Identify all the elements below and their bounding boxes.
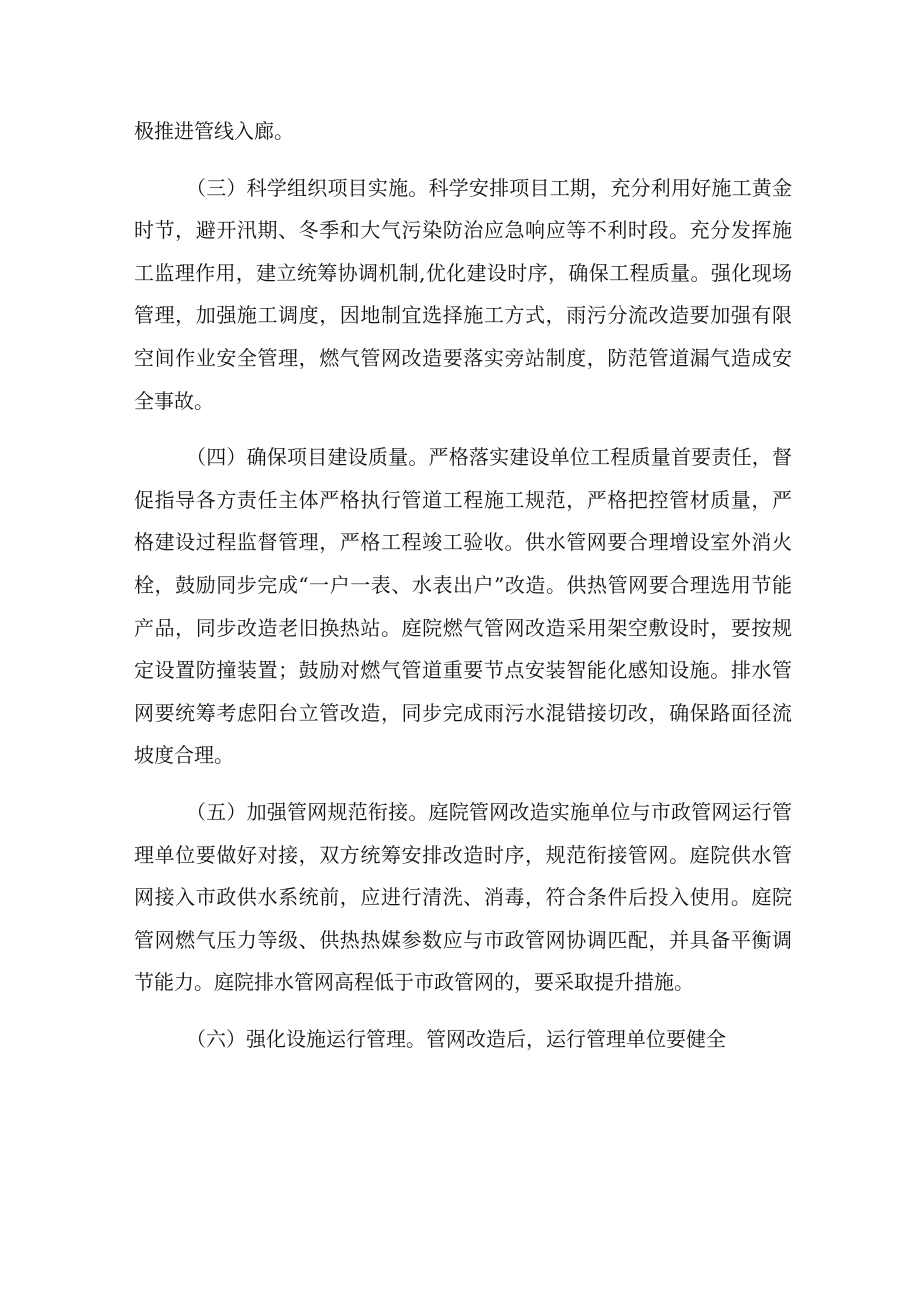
paragraph-section-5: （五）加强管网规范衔接。庭院管网改造实施单位与市政管网运行管理单位要做好对接，双方统筹安排改造时序，规范衔接管网。庭院供水管网接入市政供水系统前，应进行清洗、消毒，符合条件后投入使用。庭院管网燃气压力等级、供热热媒参数应与市政管网协调匹配，并具备平衡调节能力。庭院排水管网高程低于市政管网的，要采取提升措施。 bbox=[134, 799, 792, 995]
document-body bbox=[134, 110, 792, 1060]
paragraph-continuation: 极推进管线入廊。 bbox=[134, 119, 294, 143]
paragraph-section-6: （六）强化设施运行管理。管网改造后，运行管理单位要健全 bbox=[186, 1026, 726, 1051]
paragraph-section-3: （三）科学组织项目实施。科学安排项目工期，充分利用好施工黄金时节，避开汛期、冬季和大气污染防治应急响应等不利时段。充分发挥施工监理作用，建立统筹协调机制,优化建设时序，确保工程质量。强化现场管理，加强施工调度，因地制宜选择施工方式，雨污分流改造要加强有限空间作业安全管理，燃气管网改造要落实旁站制度，防范管道漏气造成安全事故。 bbox=[134, 175, 792, 413]
paragraph-section-4: （四）确保项目建设质量。严格落实建设单位工程质量首要责任，督促指导各方责任主体严格执行管道工程施工规范，严格把控管材质量，严格建设过程监督管理，严格工程竣工验收。供水管网要合理增设室外消火栓，鼓励同步完成“一户一表、水表出户”改造。供热管网要合理选用节能产品，同步改造老旧换热站。庭院燃气管网改造采用架空敷设时，要按规定设置防撞装置；鼓励对燃气管道重要节点安装智能化感知设施。排水管网要统筹考虑阳台立管改造，同步完成雨污水混错接切改，确保路面径流坡度合理。 bbox=[134, 445, 792, 768]
